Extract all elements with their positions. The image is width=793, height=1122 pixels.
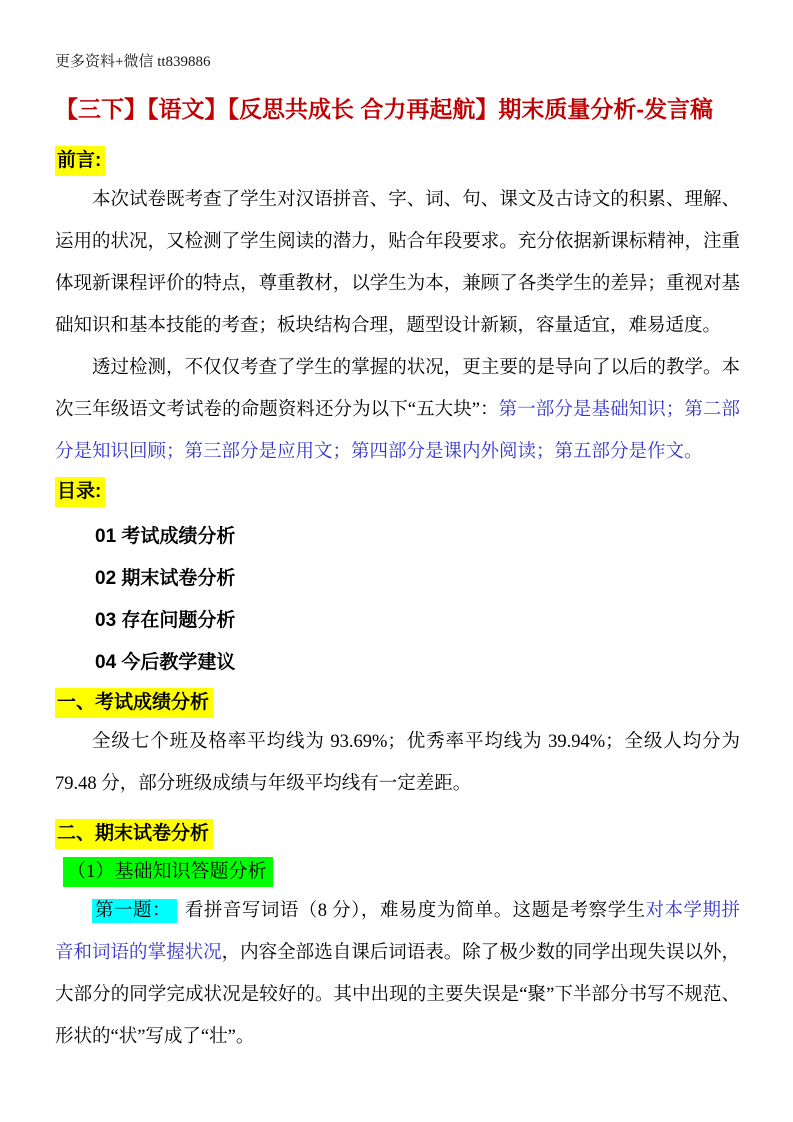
- section1-scores-paragraph: 全级七个班及格率平均线为 93.69%；优秀率平均线为 39.94%；全级人均分为 79.48 分，部分班级成绩与年级平均线有一定差距。: [55, 732, 740, 794]
- question1-text-black-2: ，内容全部选自课后词语表。除了极少数的同学出现失误以外，大部分的同学完成状况是较好的。其中出现的主要失误是“聚”下半部分书写不规范、形状的“状”写成了“壮”。: [55, 943, 740, 1047]
- question1-paragraph: [55, 890, 740, 1058]
- section2-heading-line: [55, 819, 740, 850]
- section1-heading-line: [55, 688, 740, 719]
- toc-item-4: 04 今后教学建议: [95, 652, 236, 673]
- watermark-text: 更多资料+微信 tt839886: [55, 54, 211, 70]
- section2-sub1-heading-line: [63, 857, 740, 888]
- document-title: 【三下】【语文】【反思共成长 合力再起航】期末质量分析-发言稿: [55, 96, 714, 122]
- preface-heading-line: [55, 146, 740, 177]
- toc-list: [55, 516, 740, 684]
- toc-heading: 目录:: [55, 477, 105, 507]
- toc-item-3: 03 存在问题分析: [95, 610, 236, 631]
- question1-label: 第一题：: [92, 899, 177, 923]
- toc-item-1: 01 考试成绩分析: [95, 526, 236, 547]
- question1-text-black-1: 看拼音写词语（8 分），难易度为简单。这题是考察学生: [184, 901, 646, 921]
- preface-paragraph-2: [55, 347, 740, 473]
- toc-heading-line: [55, 477, 740, 508]
- toc-item-2: 02 期末试卷分析: [95, 568, 236, 589]
- preface-heading: 前言:: [55, 146, 105, 176]
- section2-sub1-heading: （1）基础知识答题分析: [63, 857, 273, 887]
- preface-paragraph-1: 本次试卷既考查了学生对汉语拼音、字、词、句、课文及古诗文的积累、理解、运用的状况，又检测了学生阅读的潜力，贴合年段要求。充分依据新课标精神，注重体现新课程评价的特点，尊重教材，以学生为本，兼顾了各类学生的差异；重视对基础知识和基本技能的考查；板块结构合理，题型设计新颖，容量适宜，难易适度。: [55, 190, 740, 336]
- section2-heading: 二、期末试卷分析: [55, 819, 213, 849]
- section1-heading: 一、考试成绩分析: [55, 688, 213, 718]
- question1-text-blue: 对本学期拼音和词语的掌握状况: [55, 901, 740, 963]
- preface-paragraph-2-blue: 第一部分是基础知识；第二部分是知识回顾；第三部分是应用文；第四部分是课内外阅读；第五部分是作文。: [55, 400, 740, 462]
- preface-paragraph-2-black: 透过检测，不仅仅考查了学生的掌握的状况，更主要的是导向了以后的教学。本次三年级语文考试卷的命题资料还分为以下“五大块”：: [55, 358, 740, 420]
